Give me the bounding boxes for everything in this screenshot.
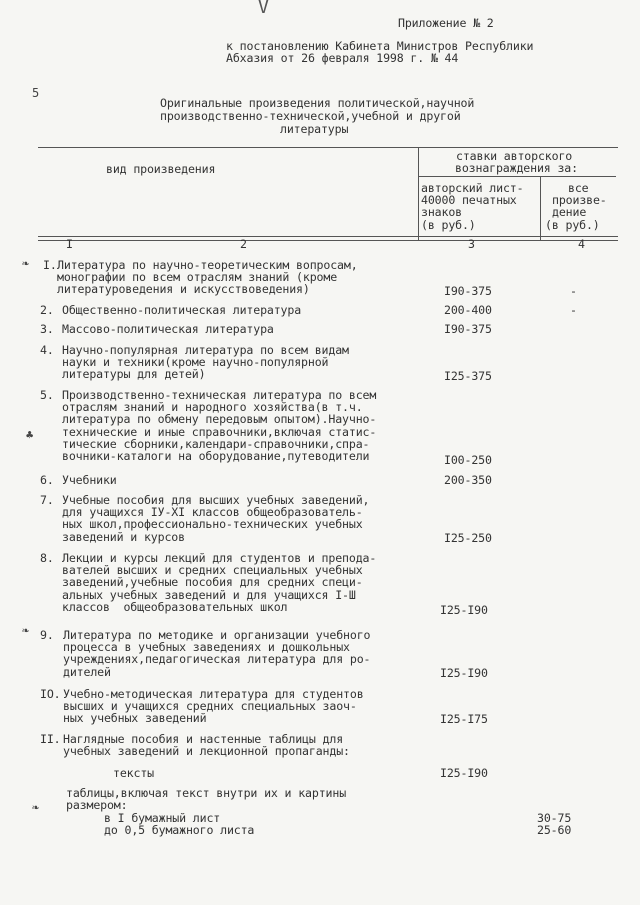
row-number: II. [40,732,61,746]
row-number: 4. [40,343,54,357]
row-sheet-rate: I25-250 [444,531,492,545]
row-text: Общественно-политическая литература [62,303,302,317]
row-number: 6. [40,473,54,487]
row-number: 8. [40,551,54,565]
row-sheet-rate: I90-375 [444,284,492,298]
punch-mark: ❧ [22,256,30,270]
row-sheet-rate: 200-350 [444,473,492,487]
row-sheet-rate: I25-I90 [440,603,488,617]
col-header-kind: вид произведения [106,162,216,176]
checkmark: V [258,0,269,18]
row-number: 3. [40,322,54,336]
colnum-3: 3 [468,237,475,251]
row-sheet-rate: I25-I75 [440,712,488,726]
colnum-1: I [66,237,73,251]
size1-label: в I бумажный лист [104,811,221,825]
texts-label: тексты [113,766,154,780]
appendix-label: Приложение № 2 [398,16,494,30]
header-vline [418,148,419,240]
table-header-rule [38,236,618,237]
row-sheet-rate: 200-400 [444,303,492,317]
tables-line-2: размером: [66,798,128,812]
punch-mark: ♣ [26,428,34,442]
row-text: Учебно-методическая литература для студентов высших и учащихся средних специальных заоч- ных учебных заведений [63,687,364,726]
title-line-2: производственно-технической,учебной и другой [160,109,461,123]
title-line-1: Оригинальные произведения политической,научной [160,96,475,110]
row-work-rate: - [570,284,577,298]
col-header-sheet-4: (в руб.) [421,218,476,232]
row-number: 9. [40,628,54,642]
row-work-rate: - [570,303,577,317]
rates-rule [418,176,616,177]
col-header-work-2: произве- [552,193,607,207]
header-vline-2 [540,177,541,240]
row-number: 7. [40,493,54,507]
col-header-sheet-2: 40000 печатных [421,193,517,207]
resolution-line-1: к постановлению Кабинета Министров Республики [226,39,534,53]
title-line-3: литературы [280,122,349,136]
table-top-rule [38,147,618,148]
row-text: Массово-политическая литература [62,322,274,336]
col-header-sheet-3: знаков [421,205,462,219]
row-text: Наглядные пособия и настенные таблицы для учебных заведений и лекционной пропаганды: [63,732,350,759]
colnum-4: 4 [578,237,585,251]
row-sheet-rate: I25-I90 [440,666,488,680]
punch-mark: ❧ [32,800,40,814]
margin-mark: 5 [32,86,40,100]
row-sheet-rate: I90-375 [444,322,492,336]
texts-sheet-rate: I25-I90 [440,766,488,780]
col-header-work-3: дение [552,205,587,219]
col-header-work-1: все [568,181,589,195]
row-text: Литература по научно-теоретическим вопросам, монографии по всем отраслям знаний (кроме литературоведения и искусствоведения) [57,258,358,297]
col-header-work-4: (в руб.) [545,218,600,232]
size2-work-rate: 25-60 [537,823,572,837]
row-text: Производственно-техническая литература по всем отраслям знаний и народного хозяйства(в т.ч. литература по обмену передовым опытом).Научно- технические и иные справочники,включая статис- тические сборники,календари-справочники,спра- вочники-каталоги на оборудование,путеводители [62,388,377,464]
tables-line-1: таблицы,включая текст внутри их и картины [66,786,347,800]
table-colnum-rule [38,240,618,241]
size1-work-rate: 30-75 [537,811,572,825]
punch-mark: ❧ [22,623,30,637]
size2-label: до 0,5 бумажного листа [104,823,255,837]
row-text: Учебники [62,473,117,487]
row-sheet-rate: I00-250 [444,453,492,467]
col-header-rates-2: вознаграждения за: [455,161,578,175]
resolution-line-2: Абхазия от 26 февраля 1998 г. № 44 [226,51,459,65]
row-text: Учебные пособия для высших учебных заведений, для учащихся IУ-XI классов общеобразователь- ных школ,профессионально-технических учебных заведений и курсов [62,493,370,544]
col-header-sheet-1: авторский лист- [421,181,524,195]
col-header-rates-1: ставки авторского [456,149,573,163]
row-text: Лекции и курсы лекций для студентов и препода- вателей высших и средних специальных учебных заведений,учебные пособия для средних специ- альных учебных заведений и для учащихся I-Ш классов общеобразовательных школ [62,551,377,614]
row-number: 5. [40,388,54,402]
colnum-2: 2 [240,237,247,251]
row-number: 2. [40,303,54,317]
row-number: I. [43,258,57,272]
row-text: Литература по методике и организации учебного процесса в учебных заведениях и дошкольных учреждениях,педагогическая литература для ро- дителей [63,628,371,679]
row-sheet-rate: I25-375 [444,369,492,383]
row-number: IO. [40,687,61,701]
row-text: Научно-популярная литература по всем видам науки и техники(кроме научно-популярной литературы для детей) [62,343,349,382]
